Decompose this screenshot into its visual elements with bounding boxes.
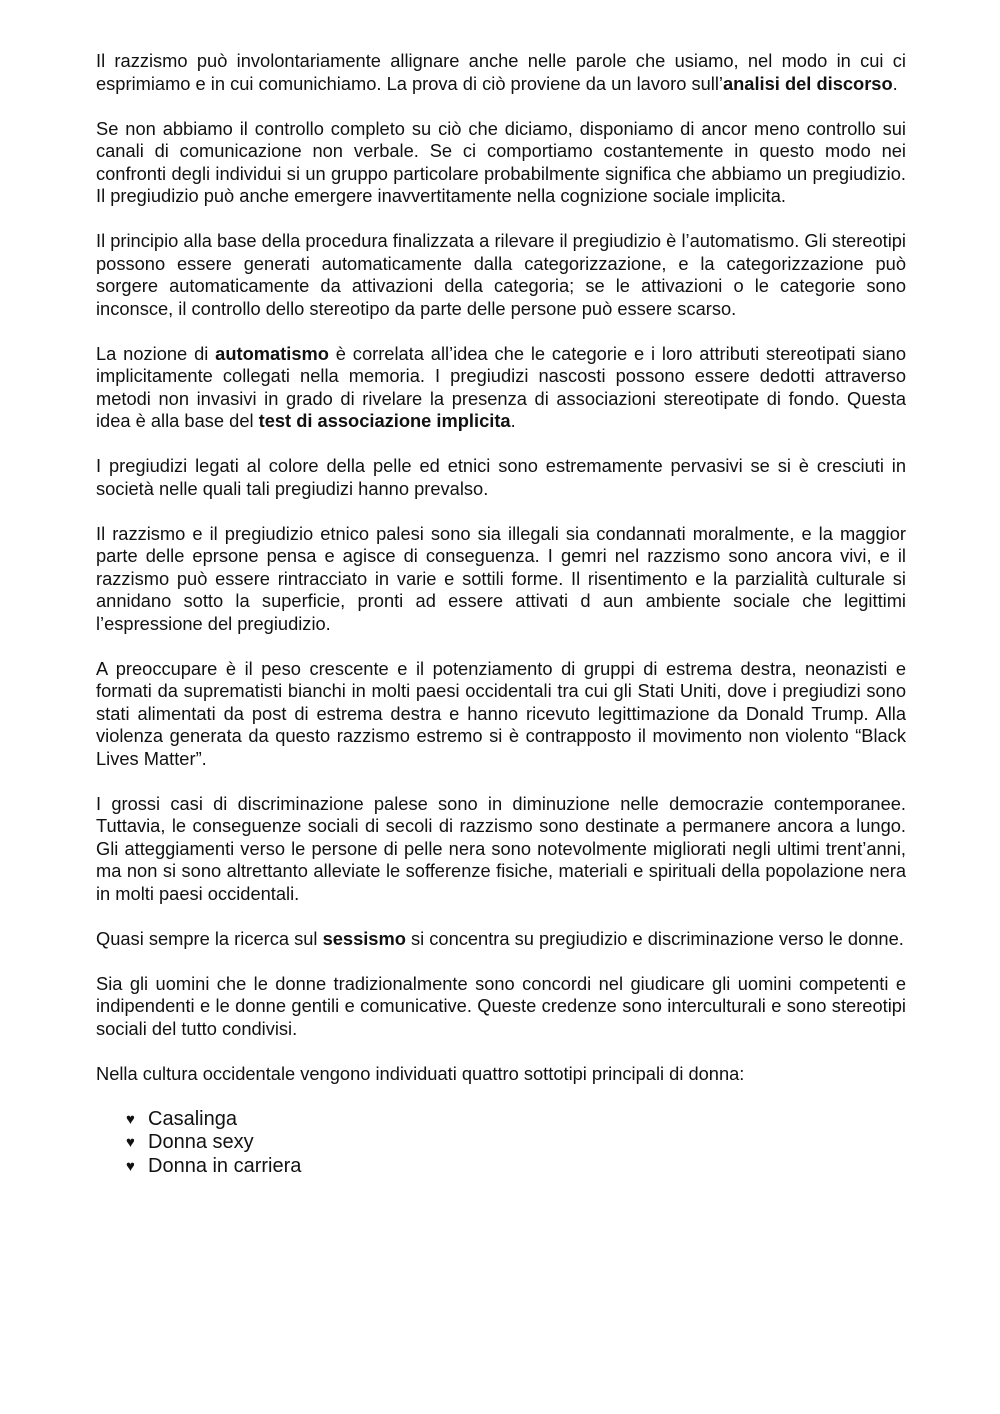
- bold-term: test di associazione implicita: [258, 410, 511, 431]
- text-run: Nella cultura occidentale vengono individuati quattro sottotipi principali di donna:: [96, 1062, 745, 1084]
- paragraph: [96, 658, 906, 771]
- list-item-label: Donna in carriera: [148, 1154, 302, 1177]
- list-item: [126, 1155, 906, 1179]
- paragraph: [96, 973, 906, 1041]
- paragraph: [96, 793, 906, 906]
- text-run: Sia gli uomini che le donne tradizionalmente sono concordi nel giudicare gli uomini competenti e indipendenti e le donne gentili e comunicative. Queste credenze sono interculturali e sono stereotipi sociali del tutto condivisi.: [96, 972, 906, 1039]
- heart-bullet-icon: ♥: [126, 1157, 135, 1175]
- list-item: [126, 1108, 906, 1132]
- heart-bullet-icon: ♥: [126, 1134, 135, 1151]
- text-run: è correlata all’idea che le categorie e i loro attributi stereotipati siano implicitamente collegati nella memoria. I pregiudizi nascosti possono essere dedotti attraverso metodi non invasivi in grado di rivelare la presenza di associazioni stereotipate di fondo. Questa idea è alla base del: [96, 342, 907, 431]
- paragraph: [96, 50, 906, 95]
- text-run: .: [892, 72, 898, 94]
- bold-term: sessismo: [322, 927, 406, 949]
- list-item: [126, 1131, 906, 1155]
- document-page: [96, 50, 906, 1178]
- paragraph: [96, 1063, 906, 1086]
- bold-term: automatismo: [215, 342, 329, 364]
- bold-term: analisi del discorso: [722, 72, 893, 94]
- text-run: Il principio alla base della procedura finalizzata a rilevare il pregiudizio è l’automatismo. Gli stereotipi possono essere generati automaticamente dalla categorizzazione, e la categorizzazione può sorgere automaticamente da attivazioni della categoria; se le attivazioni o le categorie sono inconsce, il controllo dello stereotipo da parte delle persone può essere scarso.: [96, 230, 906, 319]
- text-run: I pregiudizi legati al colore della pelle ed etnici sono estremamente pervasivi se si è cresciuti in società nelle quali tali pregiudizi hanno prevalso.: [96, 455, 906, 499]
- paragraph: [96, 343, 906, 433]
- paragraph: [96, 118, 906, 208]
- text-run: .: [510, 410, 516, 431]
- list-item-label: Casalinga: [148, 1107, 237, 1130]
- text-run: si concentra su pregiudizio e discriminazione verso le donne.: [405, 927, 904, 949]
- paragraph: [96, 455, 906, 500]
- list-item-label: Donna sexy: [148, 1131, 254, 1153]
- text-run: Il razzismo può involontariamente allignare anche nelle parole che usiamo, nel modo in cui ci esprimiamo e in cui comunichiamo. La prova di ciò proviene da un lavoro sull’: [96, 50, 906, 94]
- text-run: Se non abbiamo il controllo completo su ciò che diciamo, disponiamo di ancor meno controllo sui canali di comunicazione non verbale. Se ci comportiamo costantemente in questo modo nei confronti degli individui si un gruppo particolare probabilmente significa che abbiamo un pregiudizio. Il pregiudizio può anche emergere inavvertitamente nella cognizione sociale implicita.: [96, 117, 906, 206]
- heart-bullet-icon: ♥: [126, 1110, 135, 1128]
- text-run: I grossi casi di discriminazione palese sono in diminuzione nelle democrazie contemporanee. Tuttavia, le conseguenze sociali di secoli di razzismo sono destinate a permanere ancora a lungo. Gli atteggiamenti verso le persone di pelle nera sono notevolmente migliorati negli ultimi trent’anni, ma non si sono altrettanto alleviate le sofferenze fisiche, materiali e spirituali della popolazione nera in molti paesi occidentali.: [96, 792, 906, 904]
- text-run: Quasi sempre la ricerca sul: [96, 927, 323, 949]
- paragraph: [96, 230, 906, 320]
- text-run: A preoccupare è il peso crescente e il potenziamento di gruppi di estrema destra, neonazisti e formati da suprematisti bianchi in molti paesi occidentali tra cui gli Stati Uniti, dove i pregiudizi sono stati alimentati da post di estrema destra e hanno ricevuto legittimazione da Donald Trump. Alla violenza generata da questo razzismo estremo si è contrapposto il movimento non violento “Black Lives Matter”.: [96, 657, 906, 769]
- text-run: Il razzismo e il pregiudizio etnico palesi sono sia illegali sia condannati moralmente, e la maggior parte delle eprsone pensa e agisce di conseguenza. I gemri nel razzismo sono ancora vivi, e il razzismo può essere rintracciato in varie e sottili forme. Il risentimento e la parzialità culturale si annidano sotto la superficie, pronti ad essere attivati d aun ambiente sociale che legittimi l’espressione del pregiudizio.: [96, 522, 906, 634]
- bullet-list: [96, 1108, 906, 1179]
- body-text: [96, 50, 906, 1085]
- paragraph: [96, 928, 906, 951]
- text-run: La nozione di: [96, 342, 216, 364]
- paragraph: [96, 523, 906, 636]
